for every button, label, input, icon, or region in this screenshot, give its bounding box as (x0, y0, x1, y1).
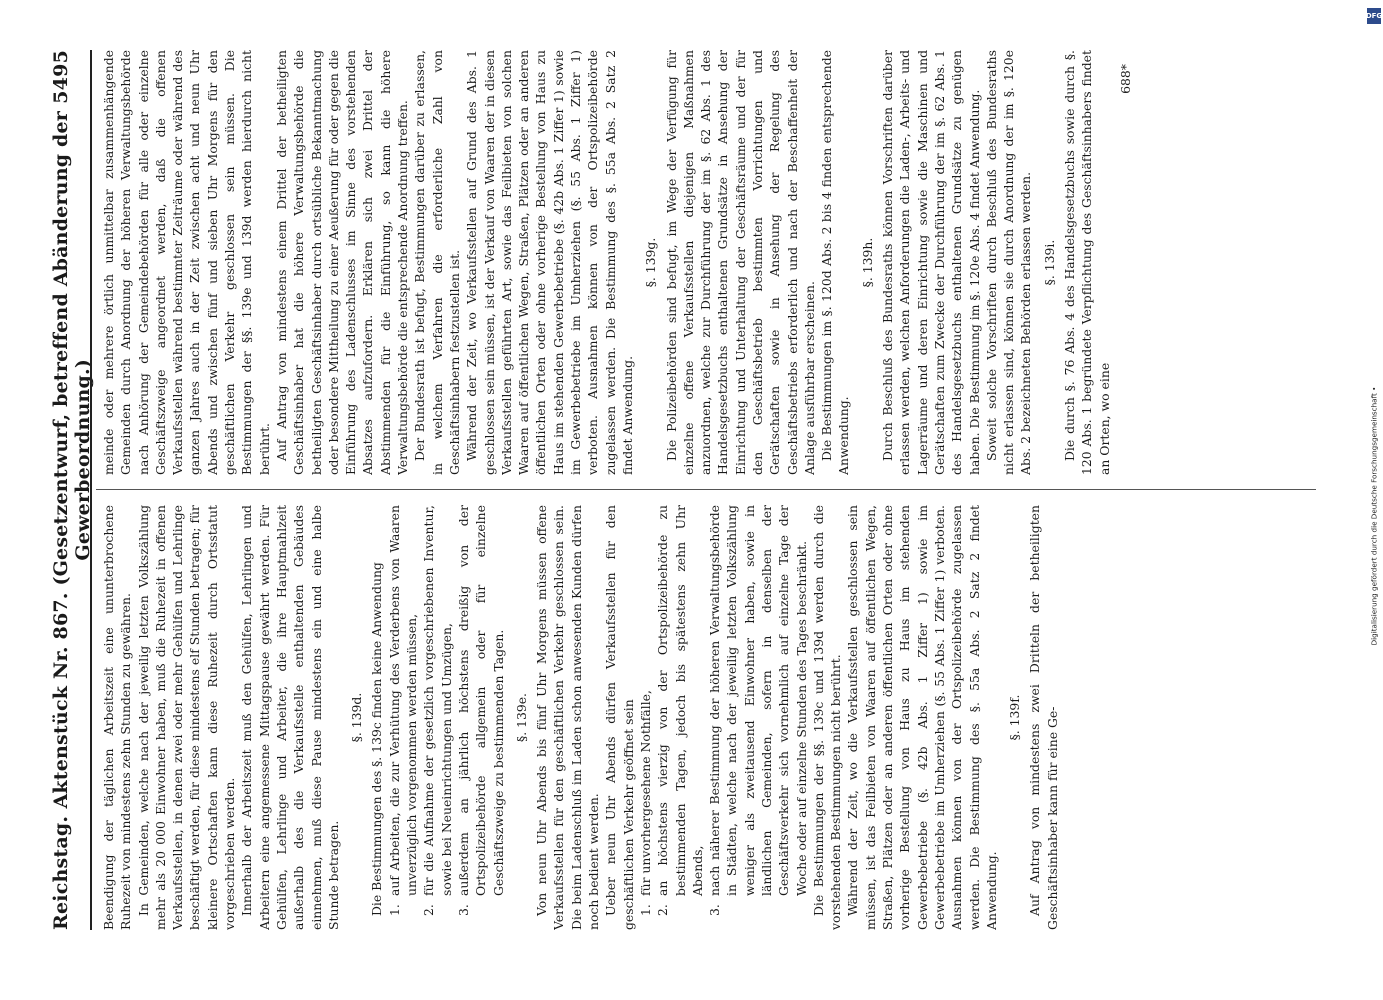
list-item: 1.auf Arbeiten, die zur Verhütung des Verderbens von Waaren unverzüglich vorgenommen werden müssen, (386, 505, 420, 916)
column-divider (96, 489, 1316, 490)
list-item-text: für die Aufnahme der gesetzlich vorgeschriebenen Inventur, sowie bei Neueinrichtungen und Umzügen, (421, 505, 454, 896)
section-heading: §. 139i. (1041, 239, 1057, 286)
paragraph: meinde oder mehrere örtlich unmittelbar zusammenhängende Gemeinden durch Anordnung der höheren Verwaltungsbehörde nach Anhörung der Gemeindebehörden für alle oder einzelne Geschäftszweige angeordnet werden, daß die offenen Verkaufsstellen während bestimmter Zeiträume oder während des ganzen Jahres auch in der Zeit zwischen acht und neun Uhr Abends und zwischen fünf und sieben Uhr Morgens für den geschäftlichen Verkehr geschlossen sein müssen. Die Bestimmungen der §§. 139e und 139d werden hierdurch nicht berührt. (101, 50, 272, 475)
header-left: Reichstag. (50, 815, 72, 930)
list-item: 3.nach näherer Bestimmung der höheren Verwaltungsbehörde in Städten, welche nach der jeweilig letzten Volkszählung weniger als zweitausend Einwohner haben, sowie in ländlichen Gemeinden, sofern in denselben der Geschäftsverkehr sich vornehmlich auf einzelne Tage der Woche oder auf einzelne Stunden des Tages beschränkt. (707, 505, 809, 916)
header-title: Aktenstück Nr. 867. (Gesetzentwurf, betreffend Abänderung der Gewerbeordnung.) (50, 111, 94, 809)
list-item: 1.für unvorhergesehene Nothfälle, (637, 690, 653, 916)
paragraph: Innerhalb der Arbeitszeit muß den Gehülfen, Lehrlingen und Arbeitern eine angemessene Mittagspause gewährt werden. Für Gehülfen, Lehrlinge und Arbeiter, die ihre Hauptmahlzeit außerhalb des die Verkaufsstelle enthaltenden Gebäudes einnehmen, muß diese Pause mindestens ein und eine halbe Stunde betragen. (239, 505, 341, 930)
paragraph: Auf Antrag von mindestens einem Drittel der betheiligten Geschäftsinhaber hat die höhere Verwaltungsbehörde die betheiligten Geschäftsinhaber durch ortsübliche Bekanntmachung oder besondere Mittheilung zu einer Aeußerung für oder gegen die Einführung des Ladenschlusses im Sinne des vorstehenden Absatzes aufzufordern. Erklären sich zwei Drittel der Abstimmenden für die Einführung, so kann die höhere Verwaltungsbehörde die entsprechende Anordnung treffen. (273, 50, 411, 475)
section-heading: §. 139g. (643, 237, 659, 288)
section-heading: §. 139d. (349, 692, 365, 743)
paragraph: In Gemeinden, welche nach der jeweilig letzten Volkszählung mehr als 20 000 Einwohner haben, muß die Ruhezeit in offenen Verkaufsstellen, in denen zwei oder mehr Gehülfen und Lehrlinge beschäftigt werden, für diese mindestens elf Stunden betragen; für kleinere Ortschaften kann diese Ruhezeit durch Ortsstatut vorgeschrieben werden. (135, 505, 238, 930)
paragraph: Soweit solche Vorschriften durch Beschluß des Bundesraths nicht erlassen sind, können sie durch Anordnung der im §. 120e Abs. 2 bezeichneten Behörden erlassen werden. (983, 50, 1034, 475)
header-rule (90, 50, 92, 930)
list-item-text: an höchstens vierzig von der Ortspolizeibehörde zu bestimmenden Tagen, jedoch bis spätestens zehn Uhr Abends, (655, 505, 705, 896)
dfg-logo: DFG (1367, 8, 1381, 24)
section-heading: §. 139f. (1007, 694, 1023, 741)
paragraph: Die durch §. 76 Abs. 4 des Handelsgesetzbuchs sowie durch §. 120 Abs. 1 begründete Verpflichtung des Geschäftsinhabers findet an Orten, wo eine (1062, 50, 1112, 475)
paragraph: Von neun Uhr Abends bis fünf Uhr Morgens müssen offene Verkaufsstellen für den geschäftlichen Verkehr geschlossen sein. Die beim Ladenschluß im Laden schon anwesenden Kunden dürfen noch bedient werden. (534, 505, 602, 930)
digitization-credit-text: Digitalisierung gefördert durch die Deutsche Forschungsgemeinschaft • (1369, 386, 1379, 646)
section-heading: §. 139e. (513, 693, 529, 742)
paragraph: Die Bestimmungen im §. 120d Abs. 2 bis 4 finden entsprechende Anwendung. (819, 50, 852, 475)
left-column (100, 505, 1315, 930)
list-item-text: für unvorhergesehene Nothfälle, (637, 690, 653, 896)
section-heading: §. 139h. (859, 237, 875, 288)
page-header (50, 50, 94, 930)
paragraph: Während der Zeit, wo die Verkaufsstellen geschlossen sein müssen, ist das Feilbieten von Waaren auf öffentlichen Wegen, Straßen, Plätzen oder an anderen öffentlichen Orten oder ohne vorherige Bestellung von Haus zu Haus im stehenden Gewerbebetriebe (§. 42b Abs. 1 Ziffer 1) sowie im Gewerbebetriebe im Umherziehen (§. 55 Abs. 1 Ziffer 1) verboten. Ausnahmen können von der Ortspolizeibehörde zugelassen werden. Die Bestimmung des §. 55a Abs. 2 Satz 2 findet Anwendung. (845, 505, 999, 930)
list-item-text: nach näherer Bestimmung der höheren Verwaltungsbehörde in Städten, welche nach der jeweilig letzten Volkszählung weniger als zweitausend Einwohner haben, sowie in ländlichen Gemeinden, sofern in denselben der Geschäftsverkehr sich vornehmlich auf einzelne Tage der Woche oder auf einzelne Stunden des Tages beschränkt. (707, 505, 809, 896)
page-number: 5495 (50, 50, 72, 104)
paragraph: Durch Beschluß des Bundesraths können Vorschriften darüber erlassen werden, welchen Anforderungen die Laden-, Arbeits- und Lagerräume und deren Einrichtung sowie die Maschinen und Gerätschaften zum Zwecke der Durchführung der im §. 62 Abs. 1 des Handelsgesetzbuchs enthaltenen Grundsätze zu genügen haben. Die Bestimmung im §. 120e Abs. 4 findet Anwendung. (880, 50, 982, 475)
list-item-text: auf Arbeiten, die zur Verhütung des Verderbens von Waaren unverzüglich vorgenommen werden müssen, (386, 505, 420, 896)
list-item: 2.an höchstens vierzig von der Ortspolizeibehörde zu bestimmenden Tagen, jedoch bis spätestens zehn Uhr Abends, (655, 505, 705, 916)
paragraph: Ueber neun Uhr Abends dürfen Verkaufsstellen für den geschäftlichen Verkehr geöffnet sein (603, 505, 636, 930)
paragraph: Die Bestimmungen des §. 139c finden keine Anwendung (369, 562, 385, 916)
rotated-page (50, 50, 1330, 930)
paragraph: Auf Antrag von mindestens zwei Dritteln der betheiligten Geschäftsinhaber kann für eine Ge- (1027, 505, 1060, 930)
list-item: 3.außerdem an jährlich höchstens dreißig von der Ortspolizeibehörde allgemein oder für einzelne Geschäftszweige zu bestimmenden Tagen. (455, 505, 506, 916)
paragraph: Der Bundesrath ist befugt, Bestimmungen darüber zu erlassen, in welchem Verfahren die erforderliche Zahl von Geschäftsinhabern festzustellen ist. (412, 50, 462, 475)
paragraph: Die Bestimmungen der §§. 139c und 139d werden durch die vorstehenden Bestimmungen nicht berührt. (810, 505, 844, 930)
list-item-text: außerdem an jährlich höchstens dreißig von der Ortspolizeibehörde allgemein oder für einzelne Geschäftszweige zu bestimmenden Tagen. (455, 505, 506, 896)
paragraph: Beendigung der täglichen Arbeitszeit eine ununterbrochene Ruhezeit von mindestens zehn Stunden zu gewähren. (101, 505, 134, 930)
paragraph: Die Polizeibehörden sind befugt, im Wege der Verfügung für einzelne offene Verkaufsstellen diejenigen Maßnahmen anzuordnen, welche zur Durchführung der im §. 62 Abs. 1 des Handelsgesetzbuchs enthaltenen Grundsätze in Ansehung der Einrichtung und Unterhaltung der Geschäftsräume und der für den Geschäftsbetrieb bestimmten Vorrichtungen und Gerätschaften sowie in Ansehung der Regelung des Geschäftsbetriebs erforderlich und nach der Beschaffenheit der Anlage ausführbar erscheinen. (663, 50, 817, 475)
printer-signature: 688* (1117, 64, 1133, 94)
list-item: 2.für die Aufnahme der gesetzlich vorgeschriebenen Inventur, sowie bei Neueinrichtungen und Umzügen, (421, 505, 454, 916)
right-column (100, 50, 1315, 475)
paragraph: Während der Zeit, wo Verkaufsstellen auf Grund des Abs. 1 geschlossen sein müssen, ist der Verkauf von Waaren der in diesen Verkaufsstellen geführten Art, sowie das Feilbieten von solchen Waaren auf öffentlichen Wegen, Straßen, Plätzen oder an anderen öffentlichen Orten oder ohne vorherige Bestellung von Haus zu Haus im stehenden Gewerbebetriebe (§. 42b Abs. 1 Ziffer 1) sowie im Gewerbebetriebe im Umherziehen (§. 55 Abs. 1 Ziffer 1) verboten. Ausnahmen können von der Ortspolizeibehörde zugelassen werden. Die Bestimmung des §. 55a Abs. 2 Satz 2 findet Anwendung. (464, 50, 635, 475)
